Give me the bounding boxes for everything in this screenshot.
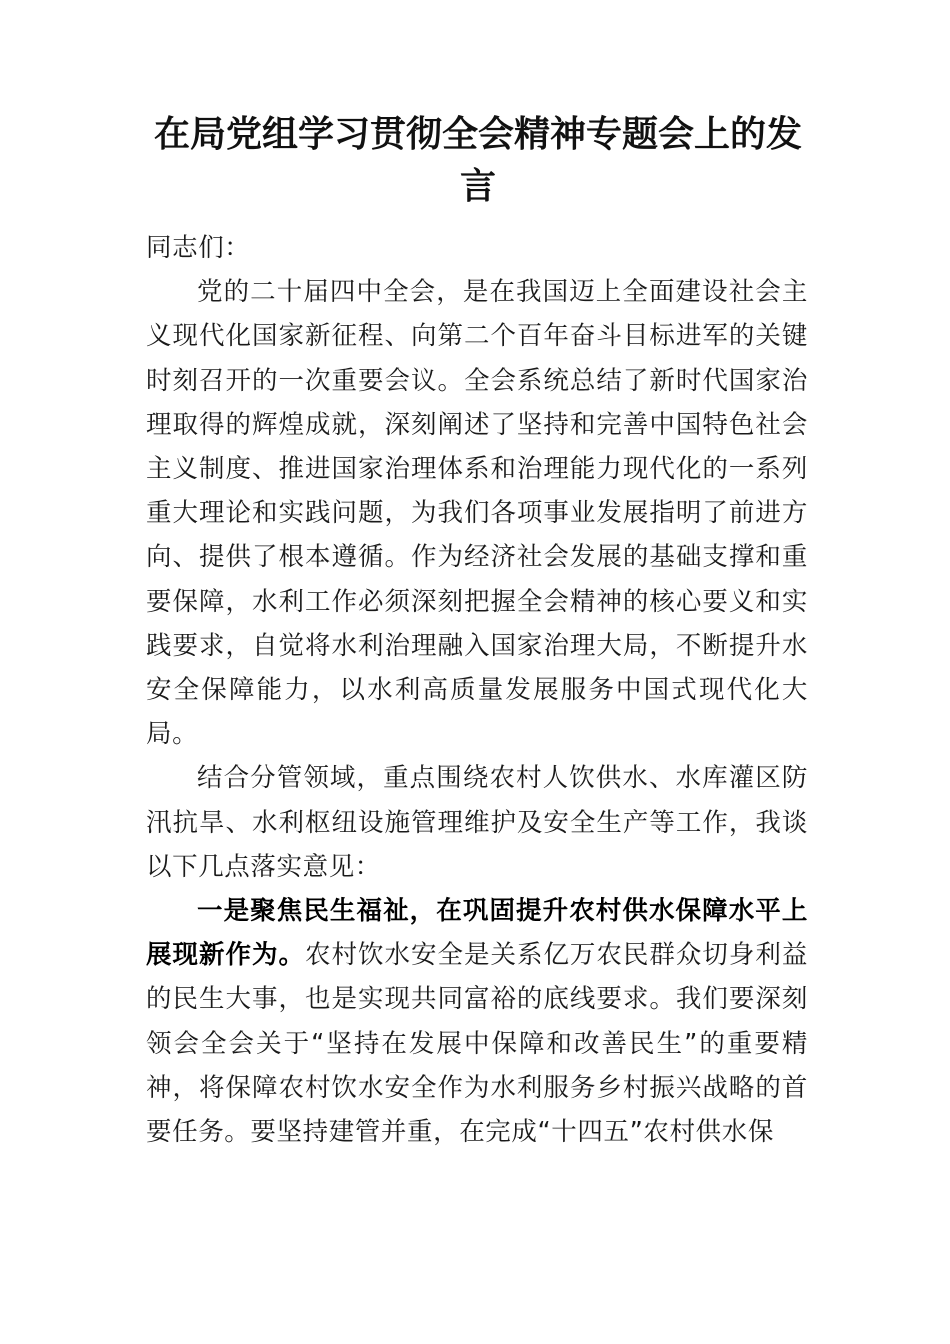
paragraph-intro: 党的二十届四中全会，是在我国迈上全面建设社会主义现代化国家新征程、向第二个百年奋斗目标进军的关键时刻召开的一次重要会议。全会系统总结了新时代国家治理取得的辉煌成就，深刻阐述了坚持和完善中国特色社会主义制度、推进国家治理体系和治理能力现代化的一系列重大理论和实践问题，为我们各项事业发展指明了前进方向、提供了根本遵循。作为经济社会发展的基础支撑和重要保障，水利工作必须深刻把握全会精神的核心要义和实践要求，自觉将水利治理融入国家治理大局，不断提升水安全保障能力，以水利高质量发展服务中国式现代化大局。 [146,277,808,750]
paragraph-scope: 结合分管领域，重点围绕农村人饮供水、水库灌区防汛抗旱、水利枢纽设施管理维护及安全生产等工作，我谈以下几点落实意见： [146,763,808,882]
salutation: 同志们： [146,233,251,263]
document-body [146,226,808,1154]
document-title: 在局党组学习贯彻全会精神专题会上的发言 [153,113,802,207]
section-1-text: 农村饮水安全是关系亿万农民群众切身利益的民生大事，也是实现共同富裕的底线要求。我们要深刻领会全会关于“坚持在发展中保障和改善民生”的重要精神，将保障农村饮水安全作为水利服务乡村振兴战略的首要任务。要坚持建管并重，在完成“十四五”农村供水保 [146,940,808,1148]
section-1-heading: 一是聚焦民生福祉，在巩固提升农村供水保障水平上展现新作为。 [146,896,808,971]
paragraph-section-1 [146,889,808,1154]
